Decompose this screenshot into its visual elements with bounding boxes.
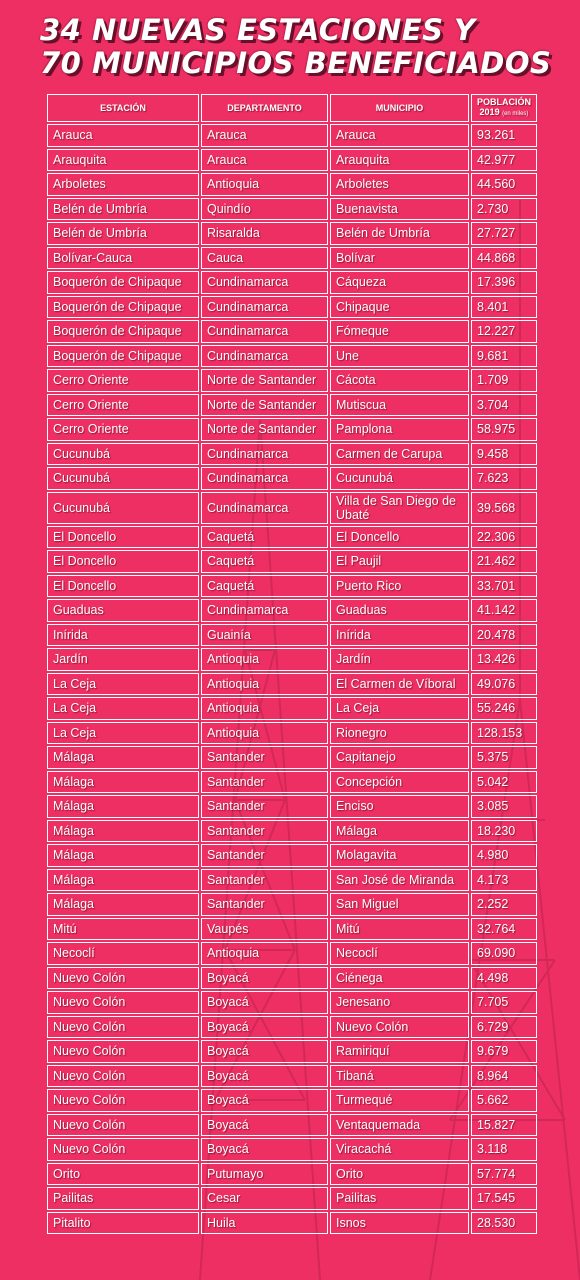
municipio-cell: Orito — [330, 1163, 469, 1186]
departamento-cell: Santander — [201, 844, 328, 867]
municipio-cell: San José de Miranda — [330, 869, 469, 892]
estacion-cell: Cerro Oriente — [47, 394, 199, 417]
municipio-cell: Ramiriquí — [330, 1040, 469, 1063]
table-row — [47, 1163, 537, 1186]
municipio-cell: Buenavista — [330, 198, 469, 221]
header-poblacion-label: POBLACIÓN — [477, 97, 531, 107]
departamento-cell: Boyacá — [201, 1016, 328, 1039]
estacion-cell: Belén de Umbría — [47, 222, 199, 245]
municipio-cell: Turmequé — [330, 1089, 469, 1112]
poblacion-cell: 3.118 — [471, 1138, 537, 1161]
table-row — [47, 467, 537, 490]
table-row — [47, 1212, 537, 1235]
poblacion-cell: 9.679 — [471, 1040, 537, 1063]
table-row — [47, 1040, 537, 1063]
header-estacion: ESTACIÓN — [47, 94, 199, 122]
poblacion-cell: 3.704 — [471, 394, 537, 417]
departamento-cell: Boyacá — [201, 1114, 328, 1137]
departamento-cell: Norte de Santander — [201, 418, 328, 441]
departamento-cell: Quindío — [201, 198, 328, 221]
departamento-cell: Santander — [201, 771, 328, 794]
departamento-cell: Guainía — [201, 624, 328, 647]
departamento-cell: Cundinamarca — [201, 296, 328, 319]
poblacion-cell: 44.868 — [471, 247, 537, 270]
estacion-cell: Nuevo Colón — [47, 967, 199, 990]
poblacion-cell: 3.085 — [471, 795, 537, 818]
municipio-cell: Pailitas — [330, 1187, 469, 1210]
estacion-cell: Orito — [47, 1163, 199, 1186]
table-row — [47, 893, 537, 916]
table-row — [47, 222, 537, 245]
municipio-cell: Une — [330, 345, 469, 368]
municipio-cell: Cucunubá — [330, 467, 469, 490]
poblacion-cell: 4.980 — [471, 844, 537, 867]
title-line-1: 34 NUEVAS ESTACIONES Y — [40, 13, 476, 47]
poblacion-cell: 17.396 — [471, 271, 537, 294]
departamento-cell: Cundinamarca — [201, 492, 328, 524]
poblacion-cell: 8.964 — [471, 1065, 537, 1088]
poblacion-cell: 28.530 — [471, 1212, 537, 1235]
municipio-cell: Mitú — [330, 918, 469, 941]
estacion-cell: Cucunubá — [47, 492, 199, 524]
header-municipio: MUNICIPIO — [330, 94, 469, 122]
poblacion-cell: 5.375 — [471, 746, 537, 769]
table-row — [47, 345, 537, 368]
municipio-cell: Málaga — [330, 820, 469, 843]
municipio-cell: Inírida — [330, 624, 469, 647]
table-row — [47, 1089, 537, 1112]
departamento-cell: Norte de Santander — [201, 394, 328, 417]
municipio-cell: Belén de Umbría — [330, 222, 469, 245]
departamento-cell: Cesar — [201, 1187, 328, 1210]
municipio-cell: Viracachá — [330, 1138, 469, 1161]
estacion-cell: Málaga — [47, 771, 199, 794]
departamento-cell: Boyacá — [201, 967, 328, 990]
table-row — [47, 1138, 537, 1161]
municipio-cell: La Ceja — [330, 697, 469, 720]
table-row — [47, 795, 537, 818]
municipio-cell: San Miguel — [330, 893, 469, 916]
estacion-cell: Cucunubá — [47, 467, 199, 490]
poblacion-cell: 9.458 — [471, 443, 537, 466]
poblacion-cell: 69.090 — [471, 942, 537, 965]
poblacion-cell: 41.142 — [471, 599, 537, 622]
poblacion-cell: 12.227 — [471, 320, 537, 343]
departamento-cell: Santander — [201, 820, 328, 843]
poblacion-cell: 58.975 — [471, 418, 537, 441]
departamento-cell: Boyacá — [201, 1065, 328, 1088]
municipio-cell: Enciso — [330, 795, 469, 818]
municipio-cell: Arauca — [330, 124, 469, 147]
table-row — [47, 844, 537, 867]
table-row — [47, 492, 537, 524]
municipio-cell: Isnos — [330, 1212, 469, 1235]
header-departamento: DEPARTAMENTO — [201, 94, 328, 122]
poblacion-cell: 20.478 — [471, 624, 537, 647]
departamento-cell: Santander — [201, 893, 328, 916]
poblacion-cell: 55.246 — [471, 697, 537, 720]
table-header-row — [47, 94, 537, 122]
estacion-cell: Boquerón de Chipaque — [47, 296, 199, 319]
municipio-cell: Mutiscua — [330, 394, 469, 417]
table-row — [47, 673, 537, 696]
municipio-cell: Jardín — [330, 648, 469, 671]
page-title — [40, 14, 570, 80]
departamento-cell: Santander — [201, 869, 328, 892]
departamento-cell: Putumayo — [201, 1163, 328, 1186]
estacion-cell: Málaga — [47, 820, 199, 843]
stations-table — [45, 92, 539, 1236]
municipio-cell: Jenesano — [330, 991, 469, 1014]
estacion-cell: Nuevo Colón — [47, 1040, 199, 1063]
table-row — [47, 173, 537, 196]
departamento-cell: Santander — [201, 746, 328, 769]
table-row — [47, 198, 537, 221]
municipio-cell: Necoclí — [330, 942, 469, 965]
table-row — [47, 991, 537, 1014]
estacion-cell: Jardín — [47, 648, 199, 671]
estacion-cell: Nuevo Colón — [47, 1089, 199, 1112]
estacion-cell: La Ceja — [47, 697, 199, 720]
departamento-cell: Cundinamarca — [201, 443, 328, 466]
municipio-cell: Molagavita — [330, 844, 469, 867]
table-row — [47, 271, 537, 294]
table-row — [47, 418, 537, 441]
municipio-cell: Ventaquemada — [330, 1114, 469, 1137]
poblacion-cell: 21.462 — [471, 550, 537, 573]
departamento-cell: Arauca — [201, 149, 328, 172]
departamento-cell: Cauca — [201, 247, 328, 270]
poblacion-cell: 57.774 — [471, 1163, 537, 1186]
estacion-cell: Málaga — [47, 893, 199, 916]
estacion-cell: Málaga — [47, 746, 199, 769]
municipio-cell: Nuevo Colón — [330, 1016, 469, 1039]
poblacion-cell: 5.042 — [471, 771, 537, 794]
departamento-cell: Antioquia — [201, 942, 328, 965]
estacion-cell: Arauquita — [47, 149, 199, 172]
estacion-cell: Arboletes — [47, 173, 199, 196]
estacion-cell: Belén de Umbría — [47, 198, 199, 221]
estacion-cell: Nuevo Colón — [47, 1065, 199, 1088]
departamento-cell: Caquetá — [201, 550, 328, 573]
departamento-cell: Antioquia — [201, 722, 328, 745]
table-body — [47, 124, 537, 1234]
poblacion-cell: 49.076 — [471, 673, 537, 696]
departamento-cell: Arauca — [201, 124, 328, 147]
estacion-cell: Nuevo Colón — [47, 1138, 199, 1161]
table-row — [47, 550, 537, 573]
estacion-cell: Málaga — [47, 844, 199, 867]
poblacion-cell: 27.727 — [471, 222, 537, 245]
table-row — [47, 149, 537, 172]
estacion-cell: Necoclí — [47, 942, 199, 965]
estacion-cell: Nuevo Colón — [47, 991, 199, 1014]
municipio-cell: Arauquita — [330, 149, 469, 172]
poblacion-cell: 18.230 — [471, 820, 537, 843]
departamento-cell: Boyacá — [201, 1138, 328, 1161]
poblacion-cell: 17.545 — [471, 1187, 537, 1210]
municipio-cell: Rionegro — [330, 722, 469, 745]
departamento-cell: Caquetá — [201, 575, 328, 598]
departamento-cell: Boyacá — [201, 1040, 328, 1063]
municipio-cell: Concepción — [330, 771, 469, 794]
table-row — [47, 771, 537, 794]
table-row — [47, 648, 537, 671]
poblacion-cell: 2.252 — [471, 893, 537, 916]
estacion-cell: Nuevo Colón — [47, 1016, 199, 1039]
departamento-cell: Huila — [201, 1212, 328, 1235]
poblacion-cell: 8.401 — [471, 296, 537, 319]
departamento-cell: Vaupés — [201, 918, 328, 941]
departamento-cell: Cundinamarca — [201, 467, 328, 490]
table-row — [47, 697, 537, 720]
departamento-cell: Cundinamarca — [201, 345, 328, 368]
poblacion-cell: 4.173 — [471, 869, 537, 892]
table-row — [47, 746, 537, 769]
poblacion-cell: 39.568 — [471, 492, 537, 524]
table-row — [47, 320, 537, 343]
estacion-cell: La Ceja — [47, 673, 199, 696]
estacion-cell: Bolívar-Cauca — [47, 247, 199, 270]
poblacion-cell: 6.729 — [471, 1016, 537, 1039]
estacion-cell: Pitalito — [47, 1212, 199, 1235]
departamento-cell: Caquetá — [201, 526, 328, 549]
estacion-cell: La Ceja — [47, 722, 199, 745]
estacion-cell: Arauca — [47, 124, 199, 147]
table-row — [47, 443, 537, 466]
table-row — [47, 296, 537, 319]
poblacion-cell: 1.709 — [471, 369, 537, 392]
departamento-cell: Santander — [201, 795, 328, 818]
estacion-cell: Boquerón de Chipaque — [47, 320, 199, 343]
departamento-cell: Risaralda — [201, 222, 328, 245]
estacion-cell: Mitú — [47, 918, 199, 941]
estacion-cell: Pailitas — [47, 1187, 199, 1210]
municipio-cell: Villa de San Diego de Ubaté — [330, 492, 469, 524]
table-row — [47, 1114, 537, 1137]
municipio-cell: Pamplona — [330, 418, 469, 441]
estacion-cell: El Doncello — [47, 575, 199, 598]
table-row — [47, 599, 537, 622]
municipio-cell: Cácota — [330, 369, 469, 392]
poblacion-cell: 15.827 — [471, 1114, 537, 1137]
poblacion-cell: 93.261 — [471, 124, 537, 147]
header-poblacion-unit: (en miles) — [502, 111, 529, 117]
table-row — [47, 624, 537, 647]
table-row — [47, 967, 537, 990]
table-row — [47, 722, 537, 745]
departamento-cell: Antioquia — [201, 173, 328, 196]
municipio-cell: Capitanejo — [330, 746, 469, 769]
municipio-cell: El Carmen de Víboral — [330, 673, 469, 696]
poblacion-cell: 13.426 — [471, 648, 537, 671]
title-line-2: 70 MUNICIPIOS BENEFICIADOS — [40, 46, 552, 80]
table-row — [47, 1187, 537, 1210]
estacion-cell: Cucunubá — [47, 443, 199, 466]
table-row — [47, 1065, 537, 1088]
estacion-cell: Boquerón de Chipaque — [47, 271, 199, 294]
municipio-cell: Tibaná — [330, 1065, 469, 1088]
municipio-cell: El Doncello — [330, 526, 469, 549]
municipio-cell: Fómeque — [330, 320, 469, 343]
poblacion-cell: 5.662 — [471, 1089, 537, 1112]
departamento-cell: Cundinamarca — [201, 599, 328, 622]
municipio-cell: Arboletes — [330, 173, 469, 196]
poblacion-cell: 42.977 — [471, 149, 537, 172]
table-row — [47, 369, 537, 392]
estacion-cell: Cerro Oriente — [47, 418, 199, 441]
poblacion-cell: 33.701 — [471, 575, 537, 598]
estacion-cell: Boquerón de Chipaque — [47, 345, 199, 368]
poblacion-cell: 4.498 — [471, 967, 537, 990]
table-row — [47, 869, 537, 892]
departamento-cell: Antioquia — [201, 648, 328, 671]
header-poblacion-year: 2019 — [479, 107, 500, 117]
table-row — [47, 124, 537, 147]
departamento-cell: Antioquia — [201, 673, 328, 696]
estacion-cell: Inírida — [47, 624, 199, 647]
estacion-cell: Guaduas — [47, 599, 199, 622]
table-row — [47, 526, 537, 549]
estacion-cell: Málaga — [47, 795, 199, 818]
poblacion-cell: 7.705 — [471, 991, 537, 1014]
municipio-cell: Puerto Rico — [330, 575, 469, 598]
header-poblacion — [471, 94, 537, 122]
municipio-cell: Carmen de Carupa — [330, 443, 469, 466]
table-row — [47, 247, 537, 270]
table-row — [47, 575, 537, 598]
municipio-cell: Chipaque — [330, 296, 469, 319]
estacion-cell: El Doncello — [47, 526, 199, 549]
municipio-cell: Cáqueza — [330, 271, 469, 294]
departamento-cell: Antioquia — [201, 697, 328, 720]
table-row — [47, 1016, 537, 1039]
poblacion-cell: 7.623 — [471, 467, 537, 490]
departamento-cell: Norte de Santander — [201, 369, 328, 392]
municipio-cell: El Paujil — [330, 550, 469, 573]
departamento-cell: Cundinamarca — [201, 320, 328, 343]
table-row — [47, 394, 537, 417]
poblacion-cell: 2.730 — [471, 198, 537, 221]
poblacion-cell: 32.764 — [471, 918, 537, 941]
poblacion-cell: 9.681 — [471, 345, 537, 368]
poblacion-cell: 44.560 — [471, 173, 537, 196]
municipio-cell: Bolívar — [330, 247, 469, 270]
estacion-cell: Cerro Oriente — [47, 369, 199, 392]
municipio-cell: Ciénega — [330, 967, 469, 990]
table-row — [47, 942, 537, 965]
estacion-cell: Nuevo Colón — [47, 1114, 199, 1137]
departamento-cell: Cundinamarca — [201, 271, 328, 294]
poblacion-cell: 128.153 — [471, 722, 537, 745]
estacion-cell: El Doncello — [47, 550, 199, 573]
departamento-cell: Boyacá — [201, 1089, 328, 1112]
municipio-cell: Guaduas — [330, 599, 469, 622]
table-row — [47, 918, 537, 941]
poblacion-cell: 22.306 — [471, 526, 537, 549]
table-row — [47, 820, 537, 843]
departamento-cell: Boyacá — [201, 991, 328, 1014]
estacion-cell: Málaga — [47, 869, 199, 892]
